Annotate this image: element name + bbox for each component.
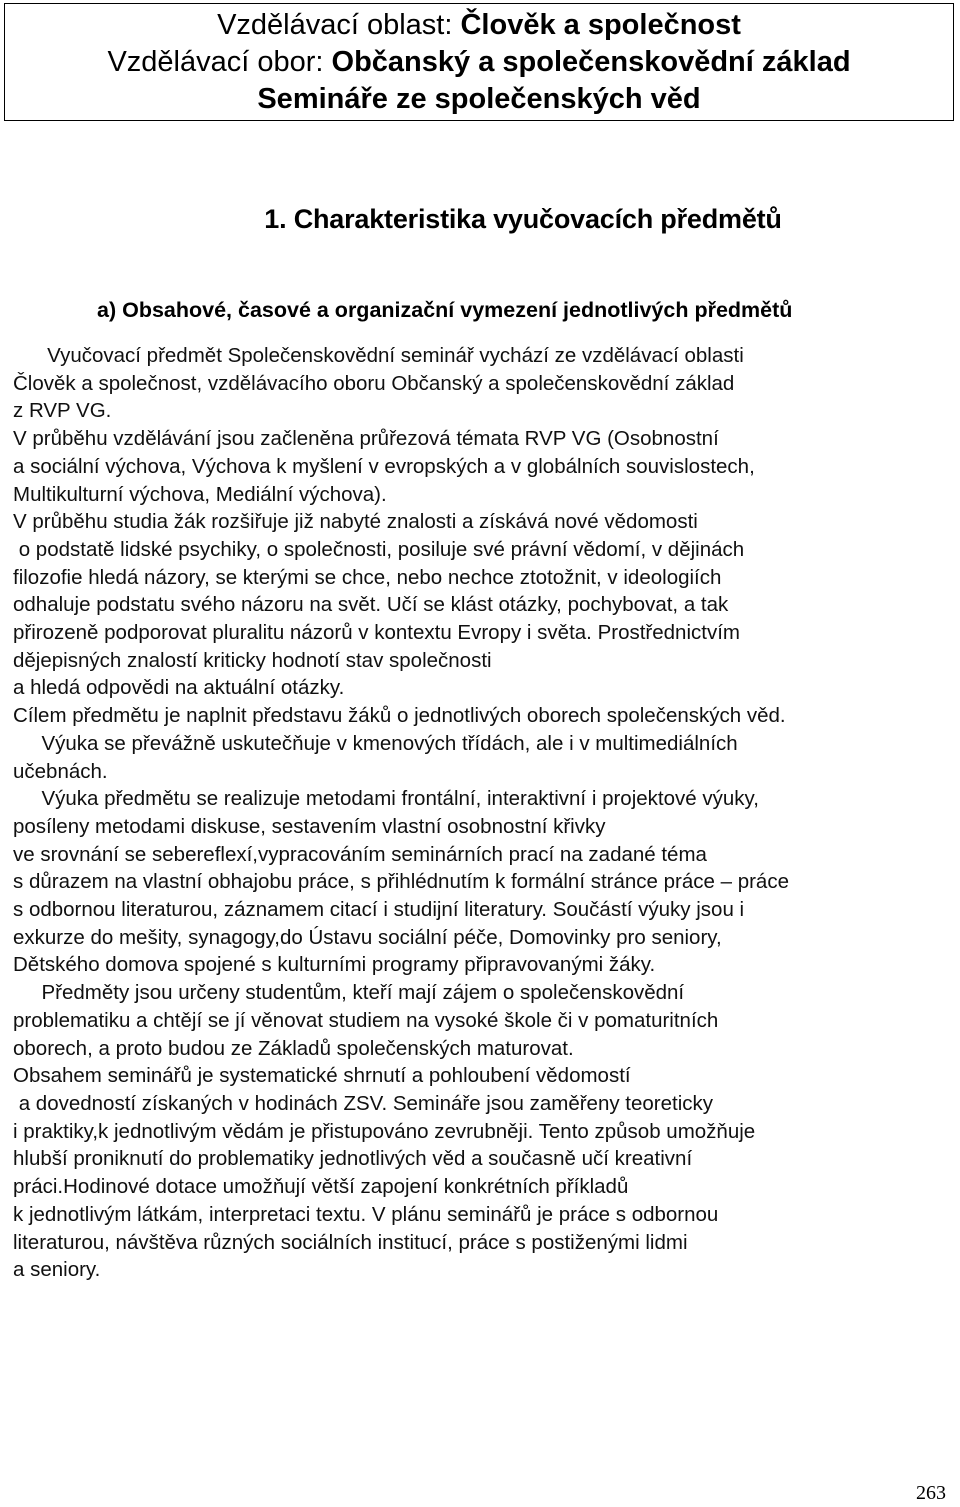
body-line: a seniory.	[13, 1258, 101, 1282]
body-line: hlubší proniknutí do problematiky jednotlivých věd a současně učí kreativní	[13, 1147, 693, 1171]
body-line: i praktiky,k jednotlivým vědám je přistupováno zevrubněji. Tento způsob umožňuje	[13, 1119, 756, 1143]
body-line: Výuka předmětu se realizuje metodami frontální, interaktivní i projektové výuky,	[13, 787, 759, 811]
body-line: exkurze do mešity, synagogy,do Ústavu sociální péče, Domovinky pro seniory,	[13, 925, 722, 949]
body-line: z RVP VG.	[13, 399, 112, 423]
section-title: 1. Charakteristika vyučovacích předmětů	[264, 204, 782, 234]
body-line: oborech, a proto budou ze Základů společenských maturovat.	[13, 1036, 574, 1060]
body-line: Multikulturní výchova, Mediální výchova).	[13, 482, 387, 506]
body-line: Dětského domova spojené s kulturními programy připravovanými žáky.	[13, 953, 656, 977]
body-line: k jednotlivým látkám, interpretaci textu. V plánu seminářů je práce s odbornou	[13, 1202, 719, 1226]
body-line: V průběhu studia žák rozšiřuje již nabyté znalosti a získává nové vědomosti	[13, 510, 698, 534]
body-line: Obsahem seminářů je systematické shrnutí a pohloubení vědomostí	[13, 1064, 631, 1088]
body-line: a sociální výchova, Výchova k myšlení v evropských a v globálních souvislostech,	[13, 454, 755, 478]
header-line-1-bold: Člověk a společnost	[460, 9, 741, 41]
body-text	[13, 342, 948, 1284]
body-line: posíleny metodami diskuse, sestavením vlastní osobnostní křivky	[13, 814, 606, 838]
body-line: dějepisných znalostí kriticky hodnotí stav společnosti	[13, 648, 492, 672]
body-line: filozofie hledá názory, se kterými se chce, nebo nechce ztotožnit, v ideologiích	[13, 565, 722, 589]
header-line-2	[5, 44, 953, 81]
body-line: Cílem předmětu je naplnit představu žáků o jednotlivých oborech společenských věd.	[13, 704, 786, 728]
header-line-2-prefix: Vzdělávací obor:	[107, 46, 332, 78]
body-line: o podstatě lidské psychiky, o společnosti, posiluje své právní vědomí, v dějinách	[13, 537, 745, 561]
body-line: s odbornou literaturou, záznamem citací i studijní literatury. Součástí výuky jsou i	[13, 898, 745, 922]
body-line: Člověk a společnost, vzdělávacího oboru Občanský a společenskovědní základ	[13, 371, 735, 395]
body-line: Vyučovací předmět Společenskovědní seminář vychází ze vzdělávací oblasti	[13, 344, 744, 367]
header-line-3-bold: Semináře ze společenských věd	[257, 83, 701, 115]
header-line-1-prefix: Vzdělávací oblast:	[217, 9, 461, 41]
header-box	[4, 3, 954, 121]
body-line: práci.Hodinové dotace umožňují větší zapojení konkrétních příkladů	[13, 1175, 629, 1199]
body-line: odhaluje podstatu svého názoru na svět. Učí se klást otázky, pochybovat, a tak	[13, 593, 729, 617]
header-line-1	[5, 7, 953, 44]
body-line: V průběhu vzdělávání jsou začleněna průřezová témata RVP VG (Osobnostní	[13, 427, 719, 451]
body-line: ve srovnání se sebereflexí,vypracováním seminárních prací na zadané téma	[13, 842, 707, 866]
body-line: učebnách.	[13, 759, 108, 783]
body-line: Předměty jsou určeny studentům, kteří mají zájem o společenskovědní	[13, 981, 685, 1005]
body-line: přirozeně podporovat pluralitu názorů v kontextu Evropy i světa. Prostřednictvím	[13, 621, 740, 645]
header-line-3	[5, 81, 953, 118]
body-line: problematiku a chtějí se jí věnovat studiem na vysoké škole či v pomaturitních	[13, 1008, 719, 1032]
page-number: 263	[916, 1482, 946, 1504]
body-line: a dovedností získaných v hodinách ZSV. Semináře jsou zaměřeny teoreticky	[13, 1091, 714, 1115]
body-line: literaturou, návštěva různých sociálních institucí, práce s postiženými lidmi	[13, 1230, 688, 1254]
body-line: a hledá odpovědi na aktuální otázky.	[13, 676, 345, 700]
header-line-2-bold: Občanský a společenskovědní základ	[331, 46, 851, 78]
body-line: Výuka se převážně uskutečňuje v kmenových třídách, ale i v multimediálních	[13, 731, 738, 755]
subsection-title: a) Obsahové, časové a organizační vymezení jednotlivých předmětů	[97, 298, 793, 322]
body-line: s důrazem na vlastní obhajobu práce, s přihlédnutím k formální stránce práce – práce	[13, 870, 789, 894]
